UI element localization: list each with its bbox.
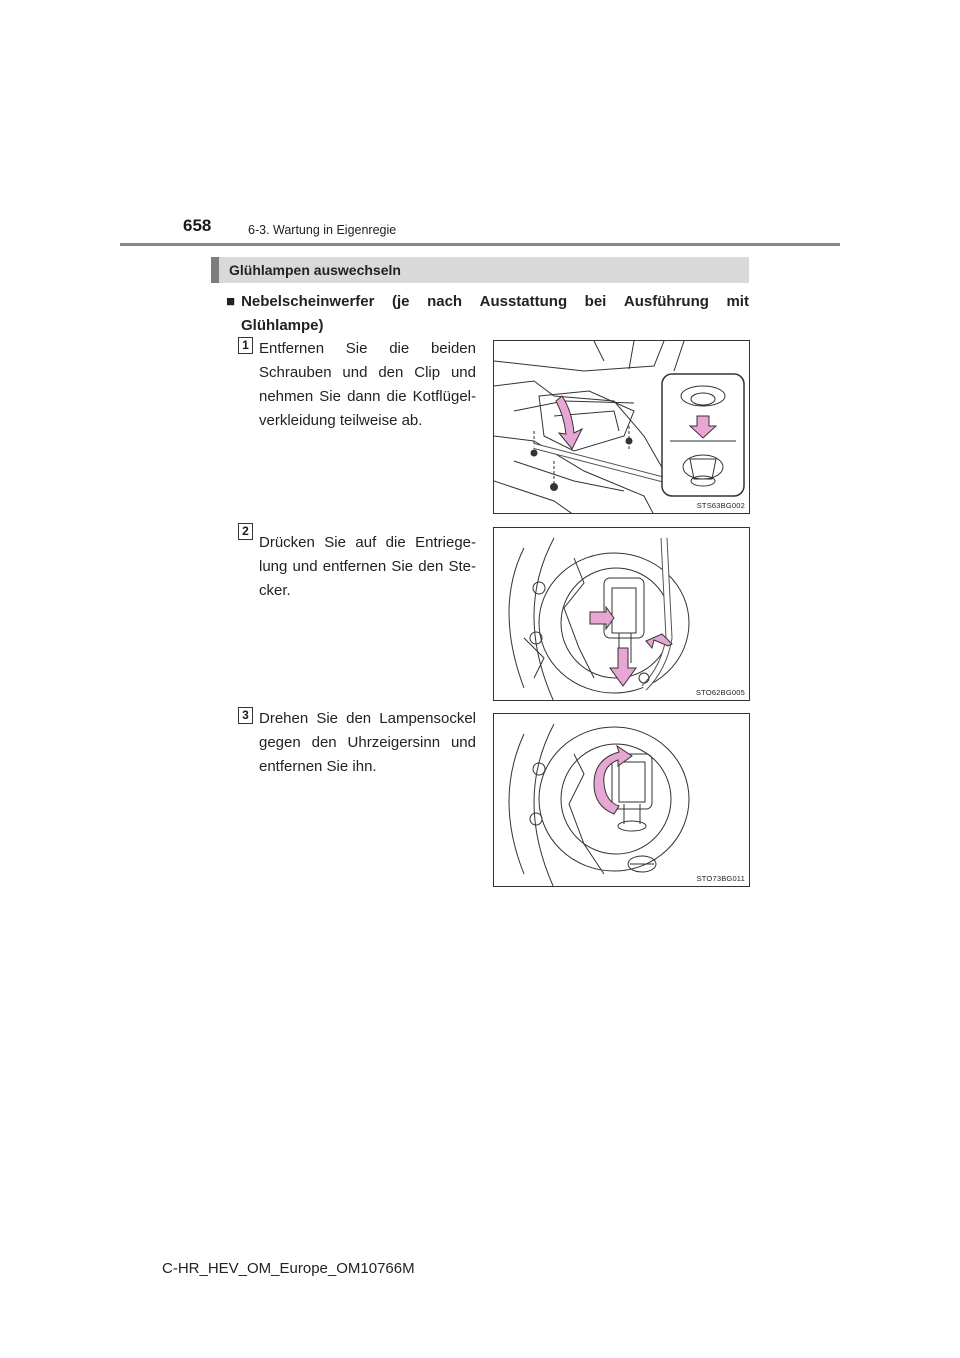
step-number-2: 2 bbox=[238, 523, 253, 540]
subheading-word: (je bbox=[392, 293, 410, 310]
section-title: 6-3. Wartung in Eigenregie bbox=[248, 223, 397, 237]
subheading bbox=[226, 290, 749, 338]
figure-lamp-socket bbox=[493, 713, 750, 887]
section-heading bbox=[211, 257, 749, 283]
step-text-3: Drehen Sie den Lampensockel gegen den Uhrzeigersinn und entfernen Sie ihn. bbox=[259, 710, 476, 775]
step-text-2: Drücken Sie auf die Entriege- lung und entfernen Sie den Ste- cker. bbox=[259, 534, 476, 599]
step-number-1: 1 bbox=[238, 337, 253, 354]
subheading-word: Nebelscheinwerfer bbox=[241, 293, 375, 310]
figure-connector bbox=[493, 527, 750, 701]
step-number-3: 3 bbox=[238, 707, 253, 724]
subheading-word: bei bbox=[584, 293, 607, 310]
page-number: 658 bbox=[183, 216, 212, 235]
subheading-word: Ausstattung bbox=[479, 293, 568, 310]
figure-fender-liner bbox=[493, 340, 750, 514]
figure-code-3: STO73BG011 bbox=[696, 874, 745, 883]
footer-doc-id: C-HR_HEV_OM_Europe_OM10766M bbox=[162, 1260, 415, 1277]
header-rule bbox=[120, 243, 840, 246]
subheading-line2: Glühlampe) bbox=[241, 317, 324, 334]
step-text-1: Entfernen Sie die beiden Schrauben und den Clip und nehmen Sie dann die Kotflügel- verkleidung teilweise ab. bbox=[259, 340, 476, 429]
figure-code-2: STO62BG005 bbox=[696, 688, 745, 697]
subheading-word: Ausführung bbox=[623, 293, 709, 310]
section-heading-text: Glühlampen auswechseln bbox=[229, 262, 401, 278]
subheading-word: nach bbox=[427, 293, 463, 310]
figure-code-1: STS63BG002 bbox=[696, 501, 745, 510]
subheading-word: mit bbox=[726, 293, 749, 310]
bullet-square: ■ bbox=[226, 293, 236, 310]
